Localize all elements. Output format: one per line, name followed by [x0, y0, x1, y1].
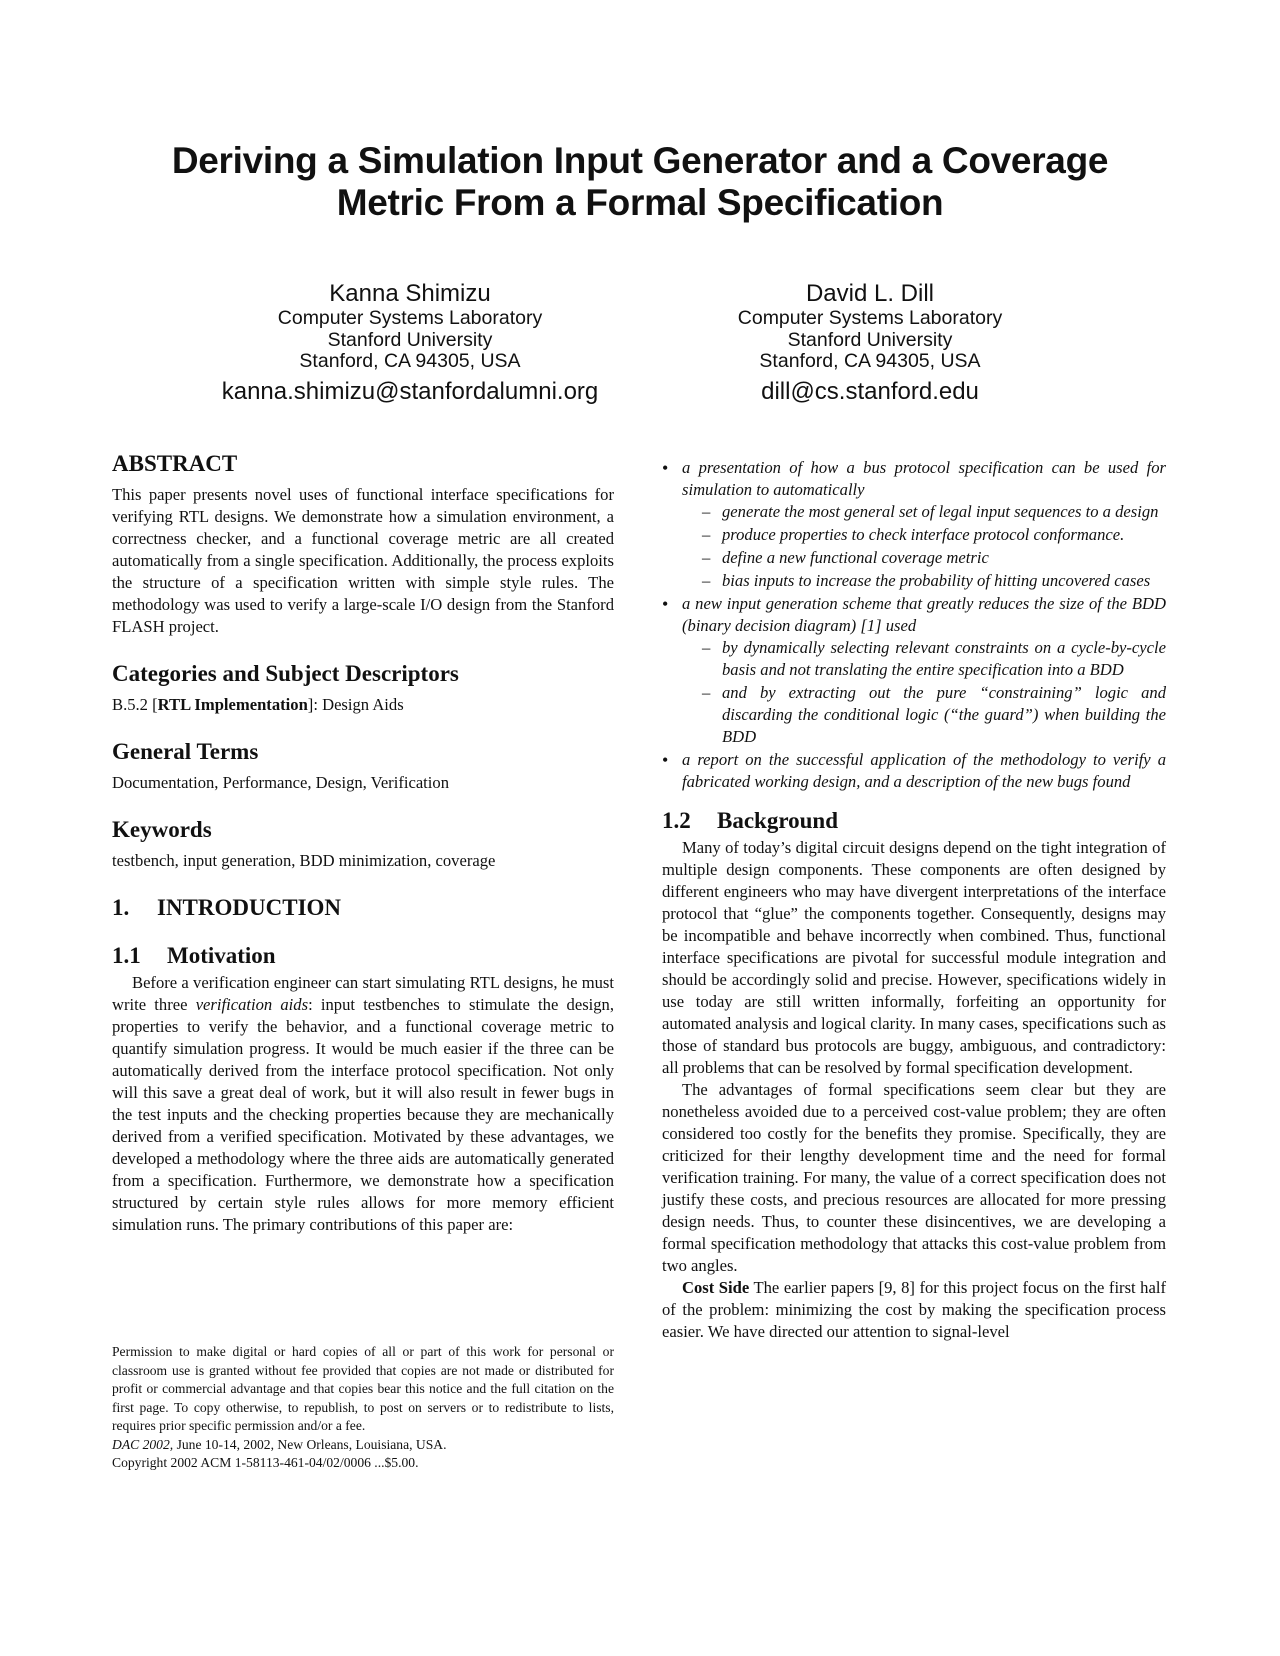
author-university: Stanford University — [327, 328, 493, 351]
sub-list-item: – define a new functional coverage metric — [702, 547, 1166, 569]
permission-footnote — [112, 1343, 614, 1473]
subsection-title: Background — [717, 808, 839, 833]
title-line-1: Deriving a Simulation Input Generator and a Coverage — [171, 140, 1109, 181]
author-location: Stanford, CA 94305, USA — [299, 350, 521, 372]
author-email: dill@cs.stanford.edu — [761, 377, 979, 405]
author-name: David L. Dill — [805, 280, 935, 307]
categories-code: B.5.2 [ — [112, 695, 158, 714]
background-para-1: Many of today’s digital circuit designs depend on the tight integration of multiple design components. These components are often designed by different engineers who may have divergent interpretations of the interface protocol that “glue” the components together. Consequently, designs may be incompatible and behave incorrectly when combined. Thus, functional interface specifications are pivotal for successful module integration and should be accordingly solid and precise. However, specifications widely in use today are still written informally, forfeiting an opportunity for automated analysis and logical clarity. In many cases, specifications such as those of standard bus protocols are buggy, ambiguous, and contradictory: all problems that can be resolved by formal specification development. — [662, 838, 1166, 1077]
abstract-heading: ABSTRACT — [112, 451, 238, 476]
abstract-text: This paper presents novel uses of functional interface specifications for verifying RTL designs. We demonstrate how a simulation environment, a correctness checker, and a functional coverage metric are all created automatically from a single specification. Additionally, the process exploits the structure of a specification written with simple style rules. The methodology was used to verify a large-scale I/O design from the Stanford FLASH project. — [112, 485, 614, 636]
sub-list-item: – generate the most general set of legal input sequences to a design — [702, 501, 1166, 523]
cost-side-text: The earlier papers [9, 8] for this project focus on the first half of the problem: minimizing the cost by making the specification process easier. We have directed our attention to signal-level — [662, 1278, 1166, 1341]
left-column — [112, 450, 614, 1236]
categories-text — [112, 694, 614, 716]
sub-list-item: – and by extracting out the pure “constraining” logic and discarding the conditional logic (“the guard”) when building the BDD — [702, 682, 1166, 748]
keywords-text: testbench, input generation, BDD minimization, coverage — [112, 851, 496, 870]
author-location: Stanford, CA 94305, USA — [759, 350, 981, 372]
sub-list-item: – bias inputs to increase the probability of hitting uncovered cases — [702, 570, 1166, 592]
motivation-text-b: : input testbenches to stimulate the design, properties to verify the behavior, and a functional coverage metric to quantify simulation progress. It would be much easier if the three can be automatically derived from the interface protocol specification. Not only will this save a great deal of work, but it will also result in fewer bugs in the test inputs and the checking properties because they are mechanically derived from a verified specification. Motivated by these advantages, we developed a methodology where the three aids are automatically generated from a specification. Furthermore, we demonstrate how a specification structured by certain style rules allows for more memory efficient simulation runs. The primary contributions of this paper are: — [112, 995, 614, 1234]
intro-heading — [112, 894, 614, 922]
background-heading — [662, 807, 1166, 835]
categories-heading: Categories and Subject Descriptors — [112, 661, 459, 686]
contributions-list — [662, 457, 1166, 793]
author-block — [175, 280, 645, 407]
sub-list-item: – by dynamically selecting relevant constraints on a cycle-by-cycle basis and not translating the entire specification into a BDD — [702, 637, 1166, 681]
author-block — [635, 280, 1105, 407]
author-university: Stanford University — [787, 328, 953, 351]
motivation-text — [112, 972, 614, 1236]
subsection-number: 1.2 — [662, 808, 691, 833]
copyright-line: Copyright 2002 ACM 1-58113-461-04/02/0006 ...$5.00. — [112, 1455, 419, 1470]
background-para-2: The advantages of formal specifications seem clear but they are nonetheless avoided due to a perceived cost-value problem; they are often considered too costly for the benefits they promise. Specifically, they are criticized for their lengthy development time and the need for formal verification training. For many, the value of a correct specification does not justify these costs, and precious resources are allocated for more pressing design needs. Thus, to counter these disincentives, we are developing a formal specification methodology that attacks this cost-value problem from two angles. — [662, 1080, 1166, 1275]
background-para-3 — [662, 1277, 1166, 1343]
author-email: kanna.shimizu@stanfordalumni.org — [221, 377, 599, 405]
motivation-text-ital: verification aids — [195, 995, 309, 1014]
keywords-heading: Keywords — [112, 817, 212, 842]
right-column — [662, 457, 1166, 1343]
sub-list — [702, 637, 1166, 748]
permission-text: Permission to make digital or hard copies of all or part of this work for personal or classroom use is granted without fee provided that copies are not made or distributed for profit or commercial advantage and that copies bear this notice and the full citation on the first page. To copy otherwise, to republish, to post on servers or to redistribute to lists, requires prior specific permission and/or a fee. — [112, 1344, 614, 1433]
sub-list-item: – produce properties to check interface protocol conformance. — [702, 524, 1166, 546]
motivation-text-a: Before a verification engineer can start simulating RTL designs, he must write three — [112, 973, 614, 1014]
general-terms-heading: General Terms — [112, 739, 259, 764]
author-lab: Computer Systems Laboratory — [277, 307, 543, 329]
conference-line — [112, 1436, 614, 1455]
contribution-text: a presentation of how a bus protocol specification can be used for simulation to automatically — [682, 458, 1166, 499]
section-number: 1. — [112, 895, 130, 920]
categories-rest: ]: Design Aids — [307, 695, 404, 714]
sub-list — [702, 501, 1166, 592]
general-terms-text: Documentation, Performance, Design, Verification — [112, 773, 449, 792]
title-line-2: Metric From a Formal Specification — [336, 182, 944, 223]
motivation-heading — [112, 942, 614, 970]
contribution-text: a report on the successful application of the methodology to verify a fabricated working design, and a description of the new bugs found — [682, 750, 1166, 791]
author-lab: Computer Systems Laboratory — [737, 307, 1003, 329]
paper-title — [110, 140, 1170, 224]
conference-details: June 10-14, 2002, New Orleans, Louisiana, USA. — [173, 1436, 447, 1452]
contribution-text: a new input generation scheme that greatly reduces the size of the BDD (binary decision diagram) [1] used — [682, 594, 1166, 635]
categories-bold: RTL Implementation — [157, 695, 308, 714]
list-item — [662, 749, 1166, 793]
list-item — [662, 457, 1166, 592]
section-title: INTRODUCTION — [157, 895, 342, 920]
subsection-title: Motivation — [167, 943, 276, 968]
list-item — [662, 593, 1166, 748]
cost-side-label: Cost Side — [682, 1278, 750, 1297]
subsection-number: 1.1 — [112, 943, 141, 968]
author-name: Kanna Shimizu — [329, 280, 491, 307]
conference-name: DAC 2002, — [112, 1436, 174, 1452]
